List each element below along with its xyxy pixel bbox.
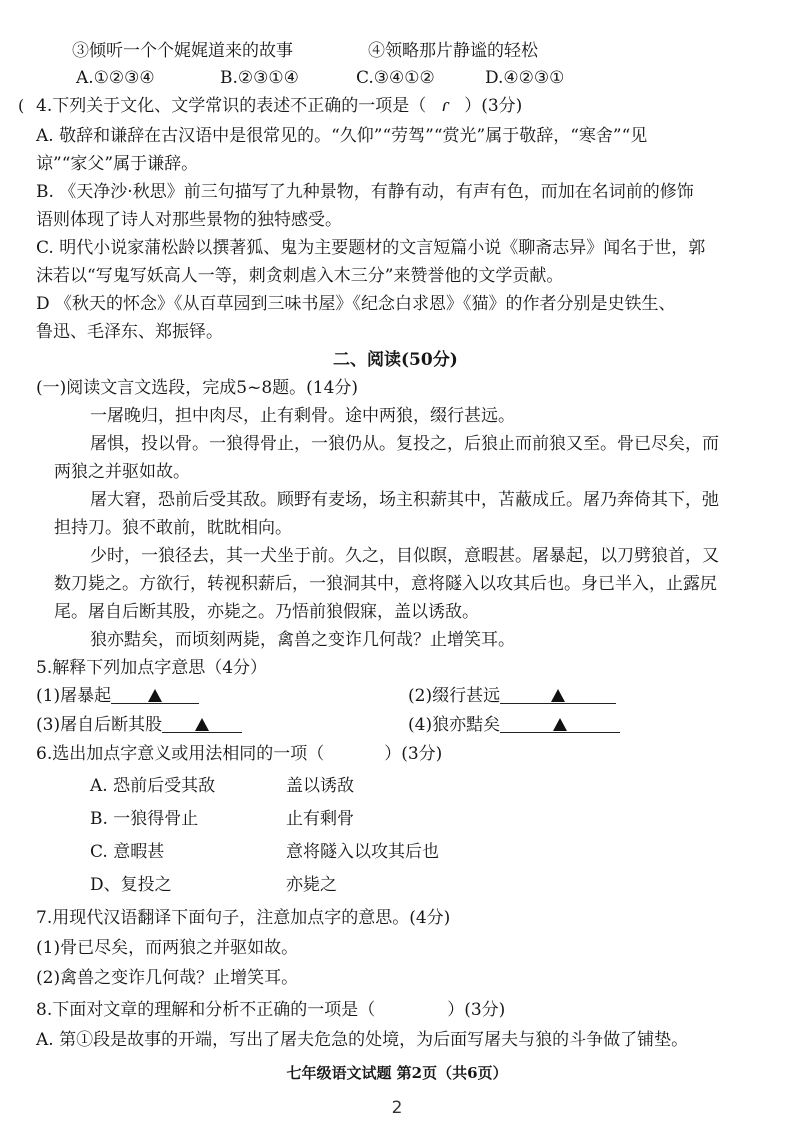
q4-option-d-line1: D 《秋天的怀念》《从百草园到三味书屋》《纪念白求恩》《猫》的作者分别是史铁生、 (36, 294, 676, 314)
q6-stem-text: 6.选出加点字意义或用法相同的一项（ (36, 744, 325, 764)
triangle-icon (148, 689, 162, 702)
part1-heading: (一)阅读文言文选段，完成5~8题。(14分) (36, 378, 359, 398)
q5-item-2 (408, 685, 616, 707)
triangle-icon (551, 689, 565, 702)
q4-stem-end: ）(3分) (464, 96, 523, 116)
passage-p5: 狼亦黠矣，而顷刻两毙，禽兽之变诈几何哉？止增笑耳。 (90, 630, 515, 650)
q5-item-3 (36, 714, 242, 736)
q8-stem-text: 8.下面对文章的理解和分析不正确的一项是（ (36, 1000, 376, 1020)
passage-p2-line2: 两狼之并驱如故。 (54, 462, 190, 482)
q3-option-b: B.②③①④ (220, 68, 299, 88)
passage-p4-line3: 尾。屠自后断其股，亦毙之。乃悟前狼假寐，盖以诱敌。 (54, 602, 479, 622)
q6-option-a-right: 盖以诱敌 (286, 776, 354, 796)
passage-p1: 一屠晚归，担中肉尽，止有剩骨。途中两狼，缀行甚远。 (90, 406, 515, 426)
q5-item-4 (408, 714, 620, 736)
q4-stem-mark: ɾ (441, 96, 450, 116)
q7-stem: 7.用现代汉语翻译下面句子，注意加点字的意思。(4分) (36, 908, 451, 928)
item-3: ③倾听一个个娓娓道来的故事 (72, 41, 293, 61)
margin-mark: ( (18, 96, 25, 115)
q7-item-1: (1)骨已尽矣，而两狼之并驱如故。 (36, 938, 299, 958)
q6-option-b-right: 止有剩骨 (286, 809, 354, 829)
passage-p4-line2: 数刀毙之。方欲行，转视积薪后，一狼洞其中，意将隧入以攻其后也。身已半入，止露尻 (54, 574, 717, 594)
triangle-icon (553, 718, 567, 731)
q4-option-c-line2: 沫若以“写鬼写妖高人一等，刺贪刺虐入木三分”来赞誉他的文学贡献。 (36, 266, 564, 286)
section-title: 二、阅读(50分) (333, 350, 458, 370)
q6-option-b-left: B. 一狼得骨止 (90, 809, 199, 829)
q4-option-a-line2: 谅”“家父”属于谦辞。 (36, 154, 199, 174)
q7-item-2: (2)禽兽之变诈几何哉？止增笑耳。 (36, 968, 299, 988)
passage-p2-line1: 屠惧，投以骨。一狼得骨止，一狼仍从。复投之，后狼止而前狼又至。骨已尽矣，而 (90, 434, 719, 454)
triangle-icon (195, 718, 209, 731)
q6-option-d-right: 亦毙之 (286, 875, 337, 895)
q6-option-a-left: A. 恐前后受其敌 (90, 776, 216, 796)
q5-item-2-text: (2)缀行甚远 (408, 686, 501, 706)
q4-option-a-line1: A. 敬辞和谦辞在古汉语中是很常见的。“久仰”“劳驾”“赏光”属于敬辞，“寒舍”“见 (36, 126, 648, 146)
q5-answer-blank-2[interactable] (500, 685, 616, 704)
page-footer: 七年级语文试题 第2页（共6页） (286, 1064, 508, 1082)
q5-answer-blank-4[interactable] (500, 714, 620, 733)
q4-stem-text: 4.下列关于文化、文学常识的表述不正确的一项是（ (36, 96, 427, 116)
q8-stem (36, 999, 505, 1021)
q3-option-d: D.④②③① (485, 68, 565, 88)
q5-answer-blank-3[interactable] (162, 714, 242, 733)
q5-stem: 5.解释下列加点字意思（4分） (36, 658, 268, 678)
q5-item-1-text: (1)屠暴起 (36, 686, 112, 706)
q4-option-c-line1: C. 明代小说家蒲松龄以撰著狐、鬼为主要题材的文言短篇小说《聊斋志异》闻名于世，郭 (36, 238, 706, 258)
q5-item-4-text: (4)狼亦黠矣 (408, 715, 501, 735)
passage-p3-line2: 担持刀。狼不敢前，眈眈相向。 (54, 518, 292, 538)
q3-option-c: C.③④①② (356, 68, 435, 88)
page-number: 2 (391, 1098, 403, 1118)
passage-p4-line1: 少时，一狼径去，其一犬坐于前。久之，目似瞑，意暇甚。屠暴起，以刀劈狼首，又 (90, 546, 719, 566)
q4-stem (36, 95, 522, 117)
q4-option-d-line2: 鲁迅、毛泽东、郑振铎。 (36, 322, 223, 342)
q8-stem-end: ）(3分) (447, 1000, 506, 1020)
q6-stem-end: ）(3分) (384, 744, 443, 764)
q5-answer-blank-1[interactable] (111, 685, 199, 704)
q3-option-a: A.①②③④ (76, 68, 155, 88)
q6-option-c-right: 意将隧入以攻其后也 (286, 842, 439, 862)
q4-option-b-line2: 语则体现了诗人对那些景物的独特感受。 (36, 210, 342, 230)
q6-option-d-left: D、复投之 (90, 875, 172, 895)
q8-option-a: A. 第①段是故事的开端，写出了屠夫危急的处境，为后面写屠夫与狼的斗争做了铺垫。 (36, 1030, 689, 1050)
q6-option-c-left: C. 意暇甚 (90, 842, 165, 862)
q5-item-1 (36, 685, 199, 707)
passage-p3-line1: 屠大窘，恐前后受其敌。顾野有麦场，场主积薪其中，苫蔽成丘。屠乃奔倚其下，弛 (90, 490, 719, 510)
q5-item-3-text: (3)屠自后断其股 (36, 715, 163, 735)
q6-stem (36, 743, 442, 765)
q4-option-b-line1: B. 《天净沙·秋思》前三句描写了九种景物，有静有动，有声有色，而加在名词前的修饰 (36, 182, 694, 202)
item-4: ④领略那片静谧的轻松 (368, 41, 538, 61)
